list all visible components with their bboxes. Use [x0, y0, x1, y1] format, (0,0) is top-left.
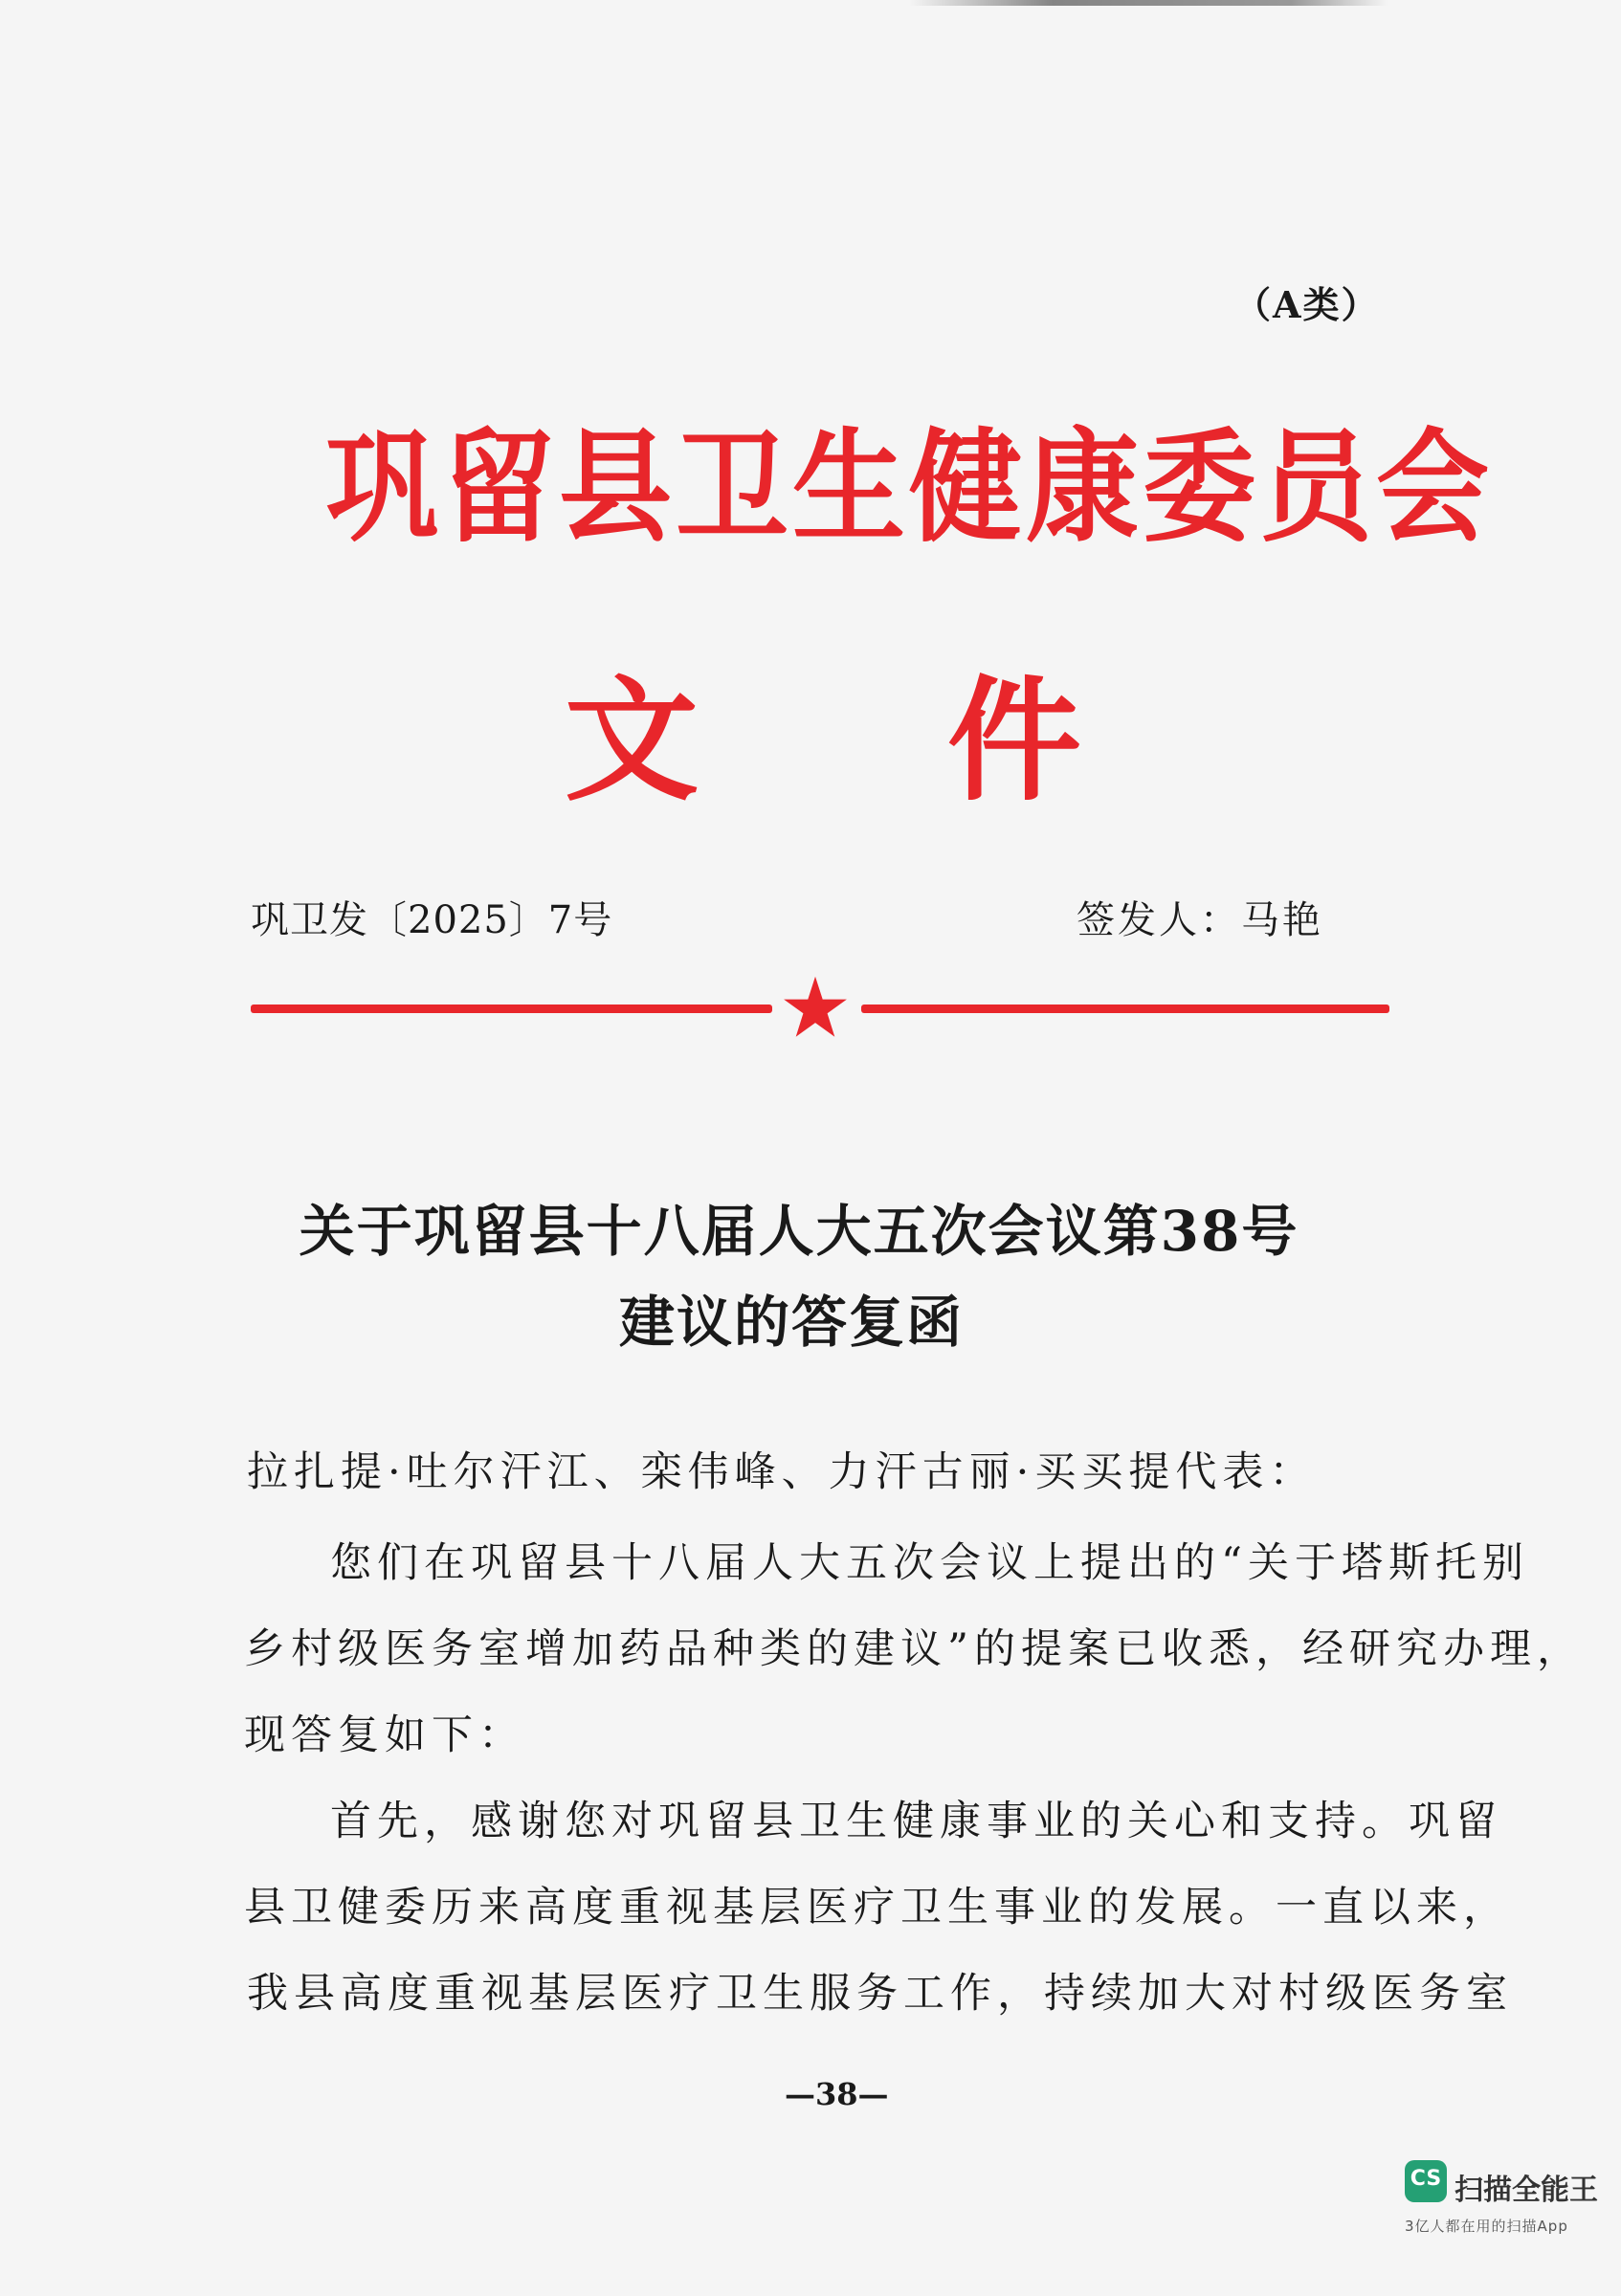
red-star-icon: [782, 974, 849, 1041]
scan-edge-smudge: [909, 0, 1388, 6]
body-line: 首先，感谢您对巩留县卫生健康事业的关心和支持。巩留: [330, 1798, 1502, 1845]
document-category: （A类）: [1234, 283, 1380, 326]
document-title-line-1: 关于巩留县十八届人大五次会议第38号: [299, 1199, 1299, 1264]
body-line: 您们在巩留县十八届人大五次会议上提出的“关于塔斯托别: [330, 1539, 1529, 1587]
document-number: 巩卫发〔2025〕7号: [251, 898, 613, 942]
salutation: 拉扎提·吐尔汗江、栾伟峰、力汗古丽·买买提代表：: [247, 1448, 1317, 1496]
document-title-line-2: 建议的答复函: [618, 1290, 964, 1355]
body-line: 县卫健委历来高度重视基层医疗卫生事业的发展。一直以来，: [244, 1884, 1510, 1932]
page-number: —38—: [785, 2076, 889, 2112]
camscanner-logo-icon: CS: [1405, 2160, 1447, 2202]
scanner-watermark: [1405, 2160, 1610, 2285]
red-separator-right: [861, 1004, 1389, 1013]
watermark-tagline: 3亿人都在用的扫描App: [1405, 2218, 1568, 2235]
issuing-organization: 巩留县卫生健康委员会: [325, 414, 1494, 559]
document-label-char-2: 件: [947, 663, 1082, 820]
document-label-char-1: 文: [565, 663, 699, 820]
body-line: 现答复如下：: [244, 1711, 525, 1759]
watermark-app-name: 扫描全能王: [1454, 2174, 1598, 2207]
red-separator-left: [251, 1004, 772, 1013]
body-line: 我县高度重视基层医疗卫生服务工作，持续加大对村级医务室: [247, 1970, 1513, 2018]
body-line: 乡村级医务室增加药品种类的建议”的提案已收悉，经研究办理，: [244, 1625, 1584, 1673]
signer: 签发人：马艳: [1077, 898, 1323, 942]
